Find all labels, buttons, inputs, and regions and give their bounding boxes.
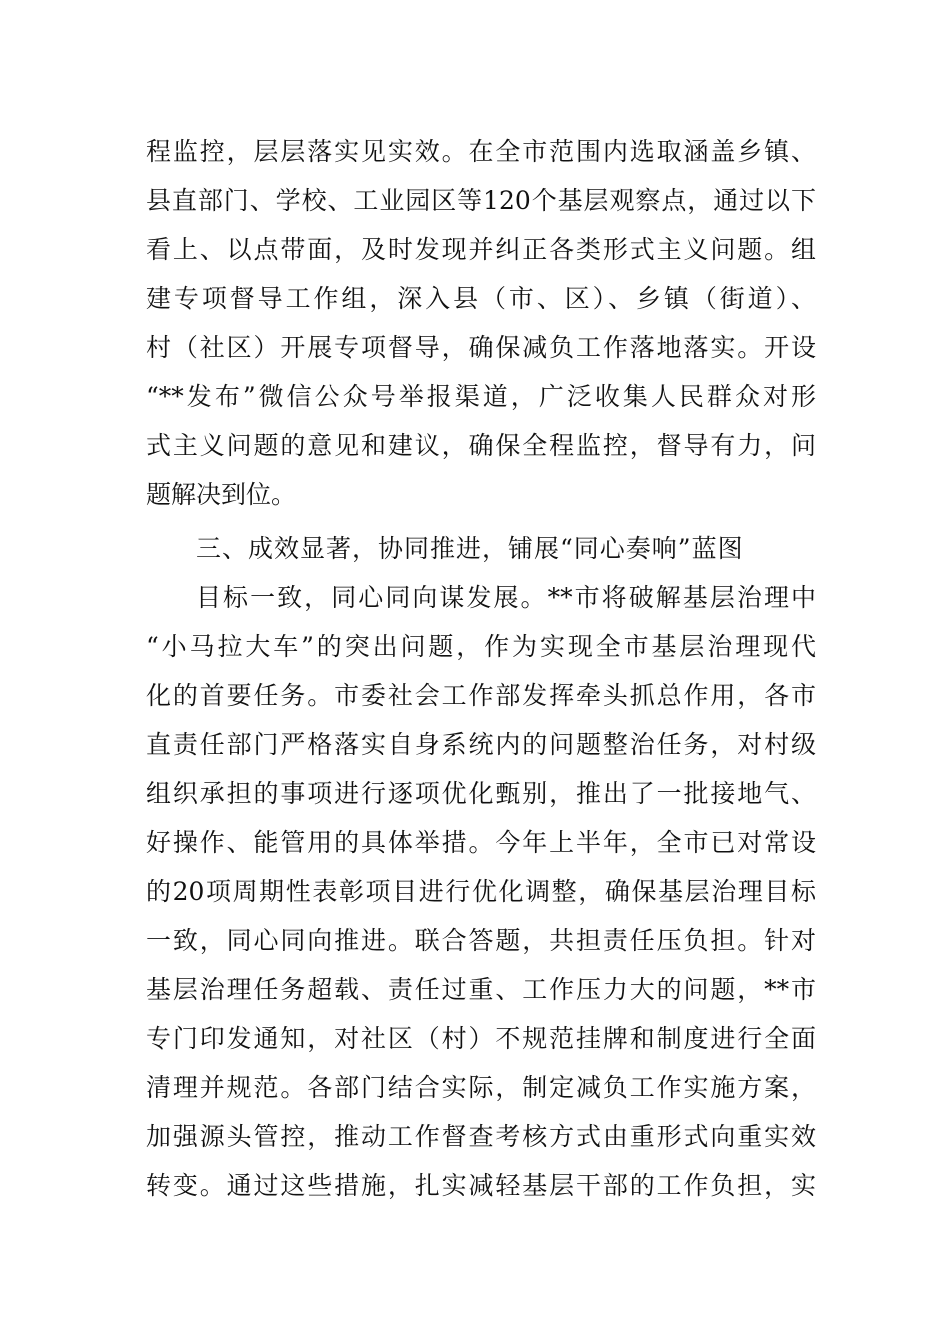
paragraph-line: 转变。通过这些措施，扎实减轻基层干部的工作负担，实 — [146, 1171, 816, 1200]
paragraph-line: 直责任部门严格落实自身系统内的问题整治任务，对村级 — [146, 730, 816, 759]
paragraph-line: 化的首要任务。市委社会工作部发挥牵头抓总作用，各市 — [146, 681, 816, 710]
section-heading: 三、成效显著，协同推进，铺展“同心奏响”蓝图 — [196, 534, 744, 563]
paragraph-line: “**发布”微信公众号举报渠道，广泛收集人民群众对形 — [146, 382, 816, 411]
paragraph-line: 专门印发通知，对社区（村）不规范挂牌和制度进行全面 — [146, 1024, 816, 1053]
paragraph-line: 加强源头管控，推动工作督查考核方式由重形式向重实效 — [146, 1122, 816, 1151]
paragraph-line: 清理并规范。各部门结合实际，制定减负工作实施方案， — [146, 1073, 816, 1102]
paragraph-line: 好操作、能管用的具体举措。今年上半年，全市已对常设 — [146, 828, 816, 857]
paragraph-line: 村（社区）开展专项督导，确保减负工作落地落实。开设 — [146, 333, 816, 362]
paragraph-line: 一致，同心同向推进。联合答题，共担责任压负担。针对 — [146, 926, 816, 955]
paragraph-line: 建专项督导工作组，深入县（市、区）、乡镇（街道）、 — [146, 284, 816, 313]
paragraph-line: 看上、以点带面，及时发现并纠正各类形式主义问题。组 — [146, 235, 816, 264]
paragraph-line: 式主义问题的意见和建议，确保全程监控，督导有力，问 — [146, 431, 816, 460]
paragraph-line: 县直部门、学校、工业园区等120个基层观察点，通过以下 — [146, 186, 816, 215]
paragraph-line: 题解决到位。 — [146, 480, 297, 509]
paragraph-line: 组织承担的事项进行逐项优化甄别，推出了一批接地气、 — [146, 779, 816, 808]
paragraph-line: “小马拉大车”的突出问题，作为实现全市基层治理现代 — [146, 632, 816, 661]
paragraph-line: 目标一致，同心同向谋发展。**市将破解基层治理中 — [196, 583, 816, 612]
paragraph-line: 基层治理任务超载、责任过重、工作压力大的问题，**市 — [146, 975, 816, 1004]
paragraph-line: 的20项周期性表彰项目进行优化调整，确保基层治理目标 — [146, 877, 816, 906]
paragraph-line: 程监控，层层落实见实效。在全市范围内选取涵盖乡镇、 — [146, 137, 816, 166]
